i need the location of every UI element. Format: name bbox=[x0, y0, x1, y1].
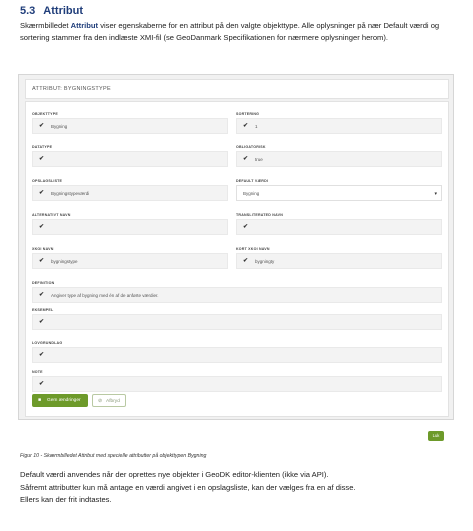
section-heading bbox=[20, 5, 83, 17]
check-icon: ✔ bbox=[243, 224, 249, 230]
section-number: 5.3 bbox=[20, 5, 36, 17]
default-vaerdi-select[interactable] bbox=[236, 185, 442, 201]
label-kort-xkoi-navn: KORT XKOI NAVN bbox=[236, 247, 270, 251]
opslagsliste-field[interactable] bbox=[32, 185, 228, 201]
check-icon: ✔ bbox=[39, 381, 45, 387]
check-icon: ✔ bbox=[39, 123, 45, 129]
label-note: NOTE bbox=[32, 370, 43, 374]
label-datatype: DATATYPE bbox=[32, 145, 53, 149]
label-transliterated-navn: TRANSLITERATED NAVN bbox=[236, 213, 283, 217]
obligatorisk-value: true bbox=[255, 157, 263, 162]
check-icon: ✔ bbox=[39, 190, 45, 196]
xkoi-navn-field[interactable] bbox=[32, 253, 228, 269]
caret-down-icon: ▾ bbox=[434, 191, 437, 197]
check-icon: ✔ bbox=[243, 123, 249, 129]
datatype-field[interactable] bbox=[32, 151, 228, 167]
intro-bold: Attribut bbox=[70, 21, 99, 30]
section-title: Attribut bbox=[43, 5, 84, 17]
label-alternativt-navn: ALTERNATIVT NAVN bbox=[32, 213, 71, 217]
label-eksempel: EKSEMPEL bbox=[32, 308, 54, 312]
cancel-button-label: Afbryd bbox=[106, 399, 120, 404]
intro-before: Skærmbilledet bbox=[20, 21, 71, 30]
intro-paragraph bbox=[20, 20, 456, 44]
check-icon: ✔ bbox=[243, 258, 249, 264]
label-default-vaerdi: DEFAULT VÆRDI bbox=[236, 179, 269, 183]
lovgrundlag-field[interactable] bbox=[32, 347, 442, 363]
cancel-icon: ⊘ bbox=[98, 398, 103, 404]
sortering-field[interactable] bbox=[236, 118, 442, 134]
check-icon: ✔ bbox=[39, 224, 45, 230]
close-button[interactable]: Luk bbox=[428, 431, 444, 441]
xkoi-navn-value: bygningstype bbox=[51, 259, 78, 264]
label-obligatorisk: OBLIGATORISK bbox=[236, 145, 266, 149]
body-paragraph bbox=[20, 469, 460, 507]
cancel-button[interactable] bbox=[92, 394, 126, 407]
body-line-2: Såfremt attributter kun må antage en værdi angivet i en opslagsliste, kan der vælges fra en af disse. bbox=[20, 482, 356, 492]
save-icon: ■ bbox=[38, 397, 42, 403]
save-button[interactable] bbox=[32, 394, 88, 407]
objekttype-field[interactable] bbox=[32, 118, 228, 134]
obligatorisk-field[interactable] bbox=[236, 151, 442, 167]
default-vaerdi-value: Bygning bbox=[243, 191, 260, 196]
check-icon: ✔ bbox=[243, 156, 249, 162]
definition-value: Angiver type af bygning med én af de anførte værdier. bbox=[51, 293, 159, 298]
check-icon: ✔ bbox=[39, 258, 45, 264]
attribute-form bbox=[25, 101, 449, 417]
label-lovgrundlag: LOVGRUNDLAG bbox=[32, 341, 63, 345]
eksempel-field[interactable] bbox=[32, 314, 442, 330]
opslagsliste-value: Bygningstypeværdi bbox=[51, 191, 90, 196]
intro-after: viser egenskaberne for en attribut på den valgte objekttype. Alle oplysninger på nær Default værdi og sortering stammer fra den indlæste XMI-fil (se GeoDanmark Specifikationen for nærmere oplysninger herom). bbox=[20, 21, 440, 42]
check-icon: ✔ bbox=[39, 352, 45, 358]
check-icon: ✔ bbox=[39, 319, 45, 325]
alternativt-navn-field[interactable] bbox=[32, 219, 228, 235]
kort-xkoi-navn-value: bygningty bbox=[255, 259, 275, 264]
label-objekttype: OBJEKTTYPE bbox=[32, 112, 58, 116]
definition-field[interactable] bbox=[32, 287, 442, 303]
body-line-1: Default værdi anvendes når der oprettes nye objekter i GeoDK editor-klienten (ikke via API). bbox=[20, 470, 329, 479]
label-opslagsliste: OPSLAGSLISTE bbox=[32, 179, 63, 183]
check-icon: ✔ bbox=[39, 292, 45, 298]
panel-title: ATTRIBUT: BYGNINGSTYPE bbox=[32, 86, 111, 92]
label-sortering: SORTERING bbox=[236, 112, 260, 116]
screenshot-frame bbox=[18, 74, 454, 420]
sortering-value: 1 bbox=[255, 124, 258, 129]
label-xkoi-navn: XKOI NAVN bbox=[32, 247, 54, 251]
save-button-label: Gem ændringer bbox=[47, 398, 81, 403]
panel-header bbox=[25, 79, 449, 99]
check-icon: ✔ bbox=[39, 156, 45, 162]
kort-xkoi-navn-field[interactable] bbox=[236, 253, 442, 269]
note-field[interactable] bbox=[32, 376, 442, 392]
label-definition: DEFINITION bbox=[32, 281, 55, 285]
body-line-3: Ellers kan der frit indtastes. bbox=[20, 495, 112, 504]
figure-caption: Figur 10 - Skærmbilledet Attribut med specielle attributter på objekttypen Bygning bbox=[20, 453, 207, 459]
transliterated-navn-field[interactable] bbox=[236, 219, 442, 235]
objekttype-value: Bygning bbox=[51, 124, 68, 129]
